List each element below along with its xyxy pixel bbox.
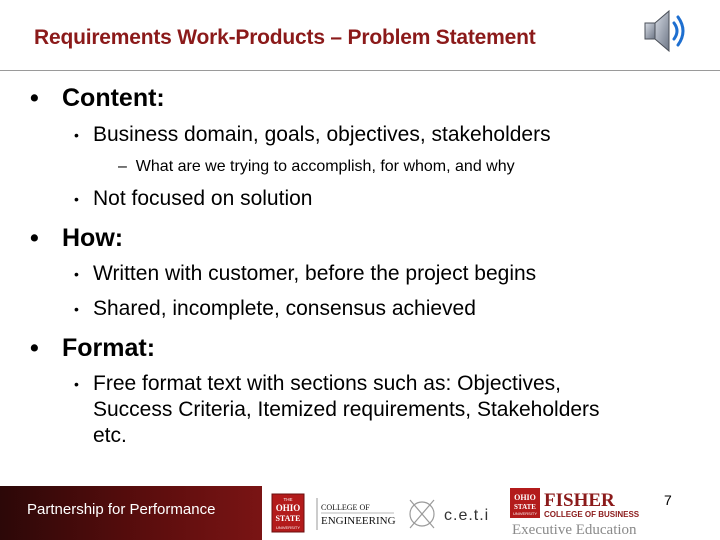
list-item	[74, 296, 476, 324]
college-of-engineering-logo	[316, 494, 398, 534]
list-item-text: Written with customer, before the project begins	[93, 262, 537, 285]
osu-line2: OHIO	[275, 503, 301, 513]
dash-bullet: –	[118, 158, 127, 175]
bullet: •	[74, 127, 79, 143]
list-item-text	[93, 371, 600, 449]
osu-line3: STATE	[275, 514, 301, 523]
fisher-university: UNIVERSITY	[512, 511, 538, 516]
fisher-college-logo	[510, 488, 662, 538]
fisher-exec: Executive Education	[512, 522, 637, 538]
bullet: •	[74, 301, 79, 317]
ohio-state-seal-logo	[270, 492, 306, 534]
coe-line1: COLLEGE OF	[321, 503, 370, 512]
text-line: etc.	[93, 424, 127, 447]
list-item-text: Business domain, goals, objectives, stakeholders	[93, 123, 551, 146]
section-how-heading	[30, 224, 123, 253]
fisher-college: COLLEGE OF BUSINESS	[544, 510, 640, 519]
section-heading-text: Format:	[62, 334, 156, 362]
footer-tagline: Partnership for Performance	[27, 501, 216, 518]
section-format-heading	[30, 334, 155, 363]
footer-band	[0, 486, 262, 540]
fisher-state: STATE	[514, 503, 536, 511]
bullet: •	[30, 224, 39, 252]
osu-line4: UNIVERSITY	[275, 525, 301, 530]
ceti-text: c.e.t.i	[444, 507, 490, 524]
list-item-text: Not focused on solution	[93, 187, 313, 210]
fisher-name: FISHER	[544, 490, 615, 511]
osu-line1: THE	[283, 497, 293, 502]
ceti-logo	[404, 492, 502, 536]
coe-line2: ENGINEERING	[321, 515, 396, 527]
page-number: 7	[664, 492, 672, 508]
bullet: •	[30, 84, 39, 112]
list-item	[74, 186, 312, 214]
bullet: •	[74, 266, 79, 282]
speaker-sound-icon[interactable]	[637, 3, 693, 59]
title-divider	[0, 70, 720, 71]
slide-title: Requirements Work-Products – Problem Statement	[34, 26, 536, 49]
section-heading-text: Content:	[62, 84, 165, 112]
bullet: •	[74, 191, 79, 207]
fisher-ohio: OHIO	[514, 493, 536, 502]
section-content-heading	[30, 84, 165, 113]
bullet: •	[74, 376, 79, 392]
sub-list-item-text: What are we trying to accomplish, for whom, and why	[135, 158, 515, 175]
list-item	[74, 122, 551, 150]
text-line: Free format text with sections such as: Objectives,	[93, 372, 562, 395]
list-item	[74, 371, 600, 449]
bullet: •	[30, 334, 39, 362]
section-heading-text: How:	[62, 224, 124, 252]
list-item-text: Shared, incomplete, consensus achieved	[93, 297, 476, 320]
sub-list-item	[118, 158, 515, 176]
list-item	[74, 261, 536, 289]
footer	[0, 486, 720, 540]
text-line: Success Criteria, Itemized requirements, Stakeholders	[93, 398, 600, 421]
